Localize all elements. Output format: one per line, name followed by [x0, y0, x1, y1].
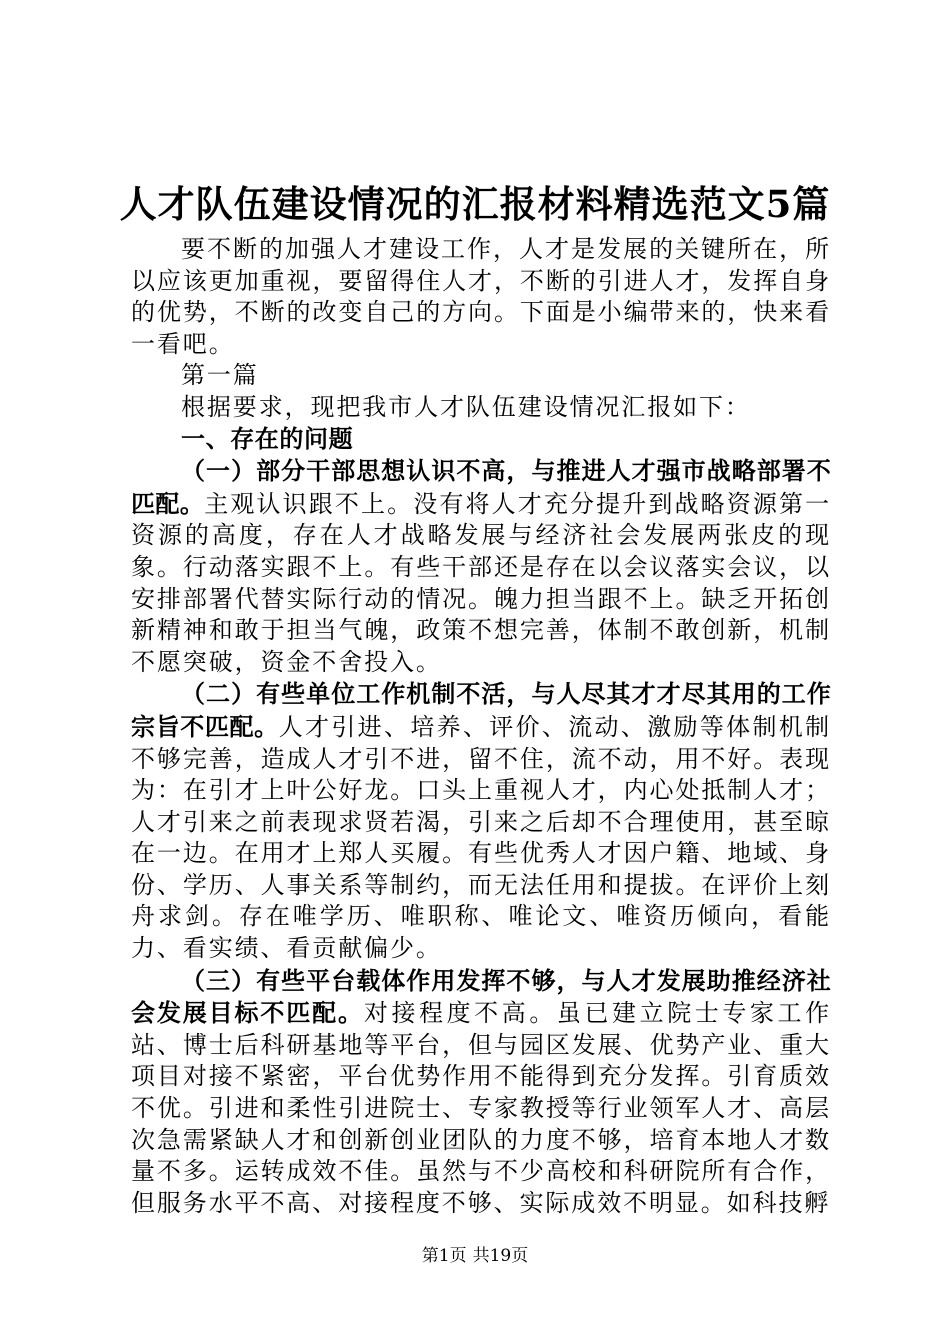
part-label: 第一篇	[181, 361, 259, 390]
item-paragraph-3	[131, 965, 831, 1220]
item-paragraph-1	[131, 455, 831, 678]
opening-paragraph: 根据要求，现把我市人才队伍建设情况汇报如下：	[181, 392, 751, 421]
item-lead: （三）有些平台载体作用发挥不够，与人才发展助推经济社会发展目标不匹配。	[131, 965, 831, 1028]
item-text: 主观认识跟不上。没有将人才充分提升到战略资源第一资源的高度，存在人才战略发展与经济社会发展两张皮的现象。行动落实跟不上。有些干部还是存在以会议落实会议，以安排部署代替实际行动的情况。魄力担当跟不上。缺乏开拓创新精神和敢于担当气魄，政策不想完善，体制不敢创新，机制不愿突破，资金不舍投入。	[131, 489, 831, 676]
intro-paragraph: 要不断的加强人才建设工作，人才是发展的关键所在，所以应该更加重视，要留得住人才，不断的引进人才，发挥自身的优势，不断的改变自己的方向。下面是小编带来的，快来看一看吧。	[131, 235, 831, 358]
item-paragraph-2	[131, 678, 831, 964]
document-body	[131, 234, 831, 1219]
page-total: 共19页	[472, 1246, 529, 1266]
document-title: 人才队伍建设情况的汇报材料精选范文5篇	[119, 182, 831, 226]
item-text: 人才引进、培养、评价、流动、激励等体制机制不够完善，造成人才引不进，留不住，流不动，用不好。表现为：在引才上叶公好龙。口头上重视人才，内心处抵制人才；人才引来之前表现求贤若渴，引来之后却不合理使用，甚至晾在一边。在用才上郑人买履。有些优秀人才因户籍、地域、身份、学历、人事关系等制约，而无法任用和提拔。在评价上刻舟求剑。存在唯学历、唯职称、唯论文、唯资历倾向，看能力、看实绩、看贡献偏少。	[131, 712, 831, 963]
item-lead: （二）有些单位工作机制不活，与人尽其才才尽其用的工作宗旨不匹配。	[131, 679, 831, 741]
section-heading: 一、存在的问题	[181, 424, 354, 453]
page-number: 第1页	[421, 1246, 467, 1266]
item-lead: （一）部分干部思想认识不高，与推进人才强市战略部署不匹配。	[131, 456, 831, 518]
page-footer	[0, 1244, 950, 1268]
item-text: 对接程度不高。虽已建立院士专家工作站、博士后科研基地等平台，但与园区发展、优势产业、重大项目对接不紧密，平台优势作用不能得到充分发挥。引育质效不优。引进和柔性引进院士、专家教授等行业领军人才、高层次急需紧缺人才和创新创业团队的力度不够，培育本地人才数量不多。运转成效不佳。虽然与不少高校和科研院所有合作，但服务水平不高、对接程度不够、实际成效不明显。如科技孵	[131, 999, 831, 1217]
